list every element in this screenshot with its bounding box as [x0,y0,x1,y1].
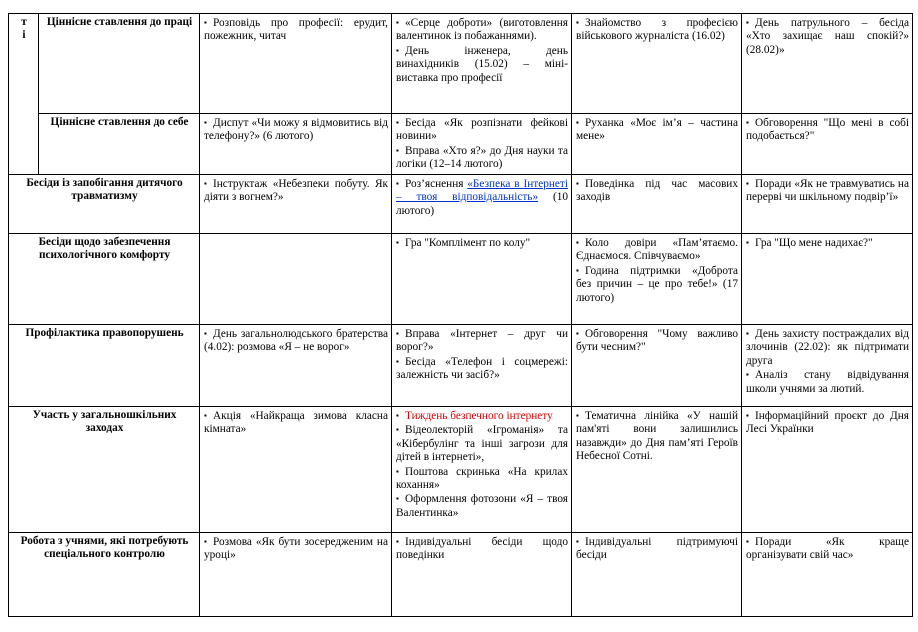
activity-text: Поради «Як краще організувати свій час» [746,536,909,562]
activity-item [746,16,909,57]
activity-cell [392,325,572,407]
activity-cell [742,533,913,617]
bullet-icon: ▪ [396,494,399,504]
bullet-icon: ▪ [746,411,749,420]
activity-item [746,177,909,205]
bullet-icon: ▪ [396,118,399,127]
activity-cell [572,114,742,175]
activity-cell [392,407,572,533]
plan-row [9,234,913,325]
bullet-icon: ▪ [746,238,749,247]
section-label [9,175,200,234]
bullet-icon: ▪ [204,329,207,338]
bullet-icon: ▪ [396,45,399,55]
activity-item [576,116,738,144]
activity-item [396,44,568,85]
plan-row [9,175,913,234]
activity-cell [572,234,742,325]
activity-text: Обговорення "Що мені в собі подобається?" [746,117,909,143]
activity-text: День захисту постраждалих від злочинів (22.02): як підтримати друга [746,328,909,367]
activity-text: Бесіда «Як розпізнати фейкові новини» [396,117,568,143]
section-label-text: Профілактика правопорушень [25,327,184,339]
activity-item [746,327,909,368]
section-label [39,14,200,114]
activity-item [576,16,738,44]
activity-text: Руханка «Моє ім’я – частина мене» [576,117,738,143]
bullet-icon: ▪ [396,466,399,476]
activity-text: Розмова «Як бути зосередженим на уроці» [204,536,388,562]
activity-text: Вправа «Хто я?» до Дня науки та логіки (12–14 лютого) [396,144,568,171]
activity-item [396,423,568,464]
bullet-icon: ▪ [576,265,579,275]
work-plan-table [8,13,913,617]
activity-cell [742,114,913,175]
bullet-icon: ▪ [576,179,579,188]
activity-text: Інструктаж «Небезпеки побуту. Як діяти з вогнем?» [204,178,388,204]
bullet-icon: ▪ [396,329,399,338]
activity-text: Знайомство з професією військового журналіста (16.02) [576,17,738,43]
activity-item [396,144,568,172]
plan-document [8,13,912,617]
activity-item [576,177,738,205]
activity-item [204,535,388,563]
activity-cell [200,325,392,407]
activity-cell [200,407,392,533]
activity-item [396,116,568,144]
activity-cell [572,175,742,234]
activity-cell [200,114,392,175]
bullet-icon: ▪ [204,118,207,127]
section-label-text: Бесіди із запобігання дитячого травматизму [26,177,183,203]
bullet-icon: ▪ [396,179,399,188]
activity-item [204,16,388,44]
activity-item [576,236,738,264]
bullet-icon: ▪ [396,356,399,366]
activity-date-text: (10 лютого) [396,191,568,217]
bullet-icon: ▪ [746,537,749,546]
activity-text: Поради «Як не травмуватись на перерві чи шкільному подвір’ї» [746,178,909,204]
activity-text: Гра "Що мене надихає?" [755,237,873,249]
activity-cell [742,14,913,114]
bullet-icon: ▪ [576,537,579,546]
activity-item [204,327,388,355]
activity-item [396,355,568,383]
activity-item [204,116,388,144]
plan-row [9,14,913,114]
activity-item [396,535,568,563]
activity-text: Інформаційний проєкт до Дня Лесі Українки [746,410,909,436]
activity-text: Акція «Найкраща зимова класна кімната» [204,410,388,436]
activity-text: Коло довіри «Пам’ятаємо. Єднаємося. Співчуваємо» [576,237,738,263]
continuation-stub-cell [9,14,39,175]
section-label-text: Робота з учнями, які потребують спеціального контролю [20,535,189,561]
activity-text: Відеолекторій «Ігроманія» та «Кібербулінг та інші загрози для дітей в інтернеті», [396,424,568,464]
activity-item [576,535,738,563]
activity-text: Обговорення "Чому важливо бути чесним?" [576,328,738,354]
activity-item [396,492,568,520]
section-label [9,533,200,617]
bullet-icon: ▪ [396,537,399,546]
activity-text: Бесіда «Телефон і соцмережі: залежність чи засіб?» [396,355,568,382]
activity-item [746,368,909,396]
bullet-icon: ▪ [576,329,579,338]
activity-item [746,116,909,144]
bullet-icon: ▪ [576,238,579,247]
plan-row [9,407,913,533]
bullet-icon: ▪ [746,329,749,338]
bullet-icon: ▪ [204,18,207,27]
bullet-icon: ▪ [576,118,579,127]
activity-text: День загальнолюдського братерства (4.02): розмова «Я – не ворог» [204,328,388,354]
activity-text: День патрульного – бесіда «Хто захищає наш спокій?» (28.02)» [746,17,909,56]
activity-item [396,409,568,423]
activity-cell [200,14,392,114]
activity-cell [392,175,572,234]
plan-row [9,325,913,407]
activity-cell [742,175,913,234]
activity-text: Вправа «Інтернет – друг чи ворог?» [396,328,568,354]
activity-cell [572,407,742,533]
bullet-icon: ▪ [746,179,749,188]
highlighted-week-text: Тиждень безпечного інтернету [405,410,553,422]
section-label [9,234,200,325]
section-label-text: Бесіди щодо забезпечення психологічного комфорту [38,236,171,262]
activity-text: Поштова скринька «На крилах кохання» [396,465,568,492]
activity-text: Аналіз стану відвідування школи учнями за лютий. [746,369,909,395]
activity-cell [392,533,572,617]
activity-cell [392,234,572,325]
bullet-icon: ▪ [396,411,399,420]
activity-cell [572,14,742,114]
activity-item [204,177,388,205]
activity-item [746,236,909,250]
activity-item [576,264,738,305]
section-label [9,325,200,407]
bullet-icon: ▪ [746,370,749,380]
activity-text: Диспут «Чи можу я відмовитись від телефону?» (6 лютого) [204,117,388,143]
activity-cell [200,234,392,325]
activity-item [204,409,388,437]
bullet-icon: ▪ [396,238,399,247]
activity-item [396,177,568,218]
activity-cell [200,175,392,234]
activity-text: Година підтримки «Доброта без причин – це про тебе!» (17 лютого) [576,264,738,304]
activity-item [396,236,568,250]
activity-text: День інженера, день винахідників (15.02) – міні-виставка про професії [396,44,568,84]
activity-cell [742,325,913,407]
bullet-icon: ▪ [396,145,399,155]
activity-item [746,409,909,437]
bullet-icon: ▪ [396,425,399,435]
activity-item [576,409,738,464]
bullet-icon: ▪ [396,18,399,27]
bullet-icon: ▪ [204,411,207,420]
bullet-icon: ▪ [576,411,579,420]
activity-item [746,535,909,563]
activity-text: Індивідуальні підтримуючі бесіди [576,536,738,562]
activity-text: Тематична лінійка «У нашій пам'яті вони залишились назавжди» до Дня пам’яті Героїв Небесної Сотні. [576,410,738,463]
activity-cell [742,407,913,533]
bullet-icon: ▪ [576,18,579,27]
activity-cell [572,325,742,407]
section-label [39,114,200,175]
activity-text: Поведінка під час масових заходів [576,178,738,204]
bullet-icon: ▪ [204,179,207,188]
section-label-text: Участь у загальношкільних заходах [32,409,177,435]
section-label-text: Ціннісне ставлення до праці [46,16,193,28]
activity-cell [572,533,742,617]
activity-item [396,16,568,44]
bullet-icon: ▪ [746,18,749,27]
activity-item [396,465,568,493]
activity-cell [742,234,913,325]
activity-cell [392,14,572,114]
section-label-text: Ціннісне ставлення до себе [50,116,189,128]
activity-text: Розповідь про професії: ерудит, пожежник, читач [204,17,388,43]
section-label [9,407,200,533]
activity-cell [200,533,392,617]
continuation-stub-text: ті [21,16,27,42]
internet-safety-link[interactable]: «Безпека в Інтернеті – твоя відповідальність» [396,178,568,204]
activity-text: Індивідуальні бесіди щодо поведінки [396,536,568,562]
plan-row [9,114,913,175]
work-plan-rows [9,14,913,617]
activity-item [576,327,738,355]
activity-cell [392,114,572,175]
plan-row [9,533,913,617]
activity-text: «Серце доброти» (виготовлення валентинок із побажаннями). [396,17,568,43]
activity-text: Оформлення фотозони «Я – твоя Валентинка» [396,493,568,519]
activity-item [396,327,568,355]
activity-text: Гра "Комплімент по колу" [405,237,531,249]
bullet-icon: ▪ [746,118,749,127]
activity-text: Роз’яснення [405,178,468,190]
bullet-icon: ▪ [204,537,207,546]
